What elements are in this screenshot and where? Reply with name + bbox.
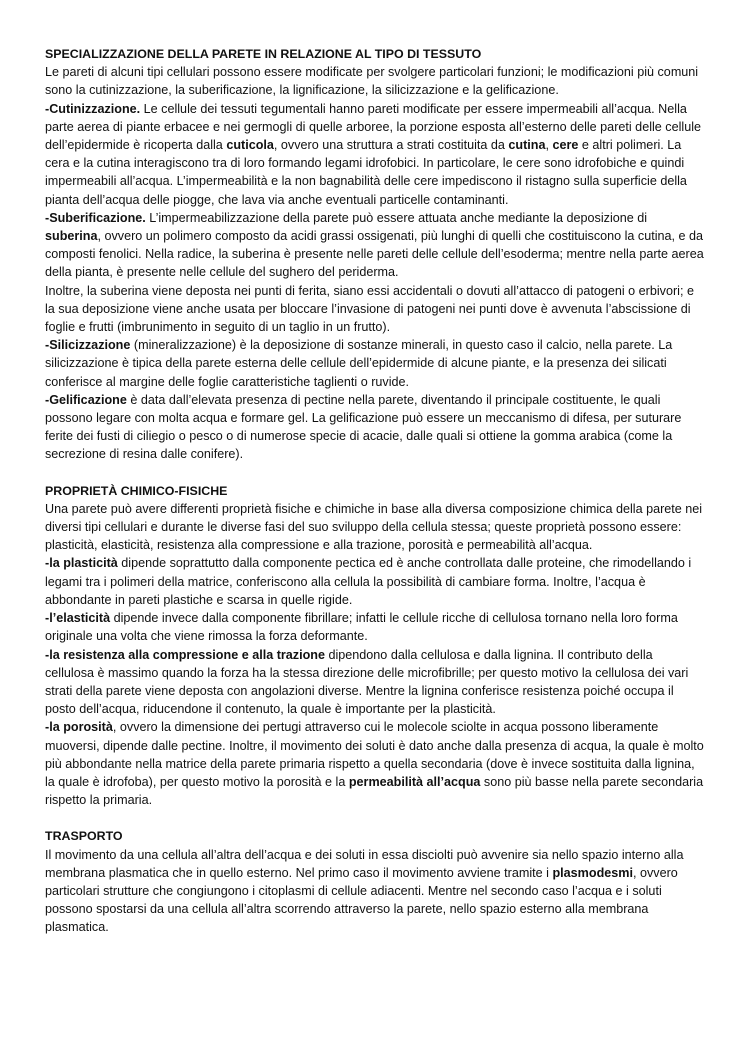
text-run: (mineralizzazione) è la deposizione di sostanze minerali, in questo caso il calcio, nella parete. La silicizzazione è tipica della parete esterna delle cellule dell’epidermide di alcune piante, e la presenza dei silicati conferisce al margine delle foglie caratteristiche taglienti o ruvide. — [45, 338, 673, 389]
bold-term: -Gelificazione — [45, 392, 127, 407]
paragraph — [45, 500, 705, 555]
bold-term: -Cutinizzazione. — [45, 101, 141, 116]
paragraph — [45, 63, 705, 99]
section-proprieta — [45, 482, 705, 810]
bold-term: plasmodesmi — [552, 865, 633, 880]
text-run: Il movimento da una cellula all’altra dell’acqua e dei soluti in essa disciolti può avvenire sia nello spazio interno alla membrana plasmatica che in quello esterno. Nel primo caso il movimento avviene tramite i — [45, 847, 684, 880]
bold-term: -la resistenza alla compressione e alla trazione — [45, 647, 325, 662]
section-heading: PROPRIETÀ CHIMICO-FISICHE — [45, 483, 228, 498]
document-page — [45, 45, 705, 955]
text-run: e altri polimeri. La cera e la cutina interagiscono tra di loro formando legami idrofobici. In particolare, le cere sono idrofobiche e quindi impermeabili all’acqua. L’impermeabilità e la non bagnabilità delle cere impediscono il ristagno sulla superficie della pianta dell’acqua delle piogge, che lava via anche eventuali particelle contaminanti. — [45, 138, 687, 207]
paragraph — [45, 646, 705, 719]
bold-term: -Silicizzazione — [45, 338, 131, 353]
text-run: dipende soprattutto dalla componente pectica ed è anche controllata dalle proteine, che rimodellando i legami tra i polimeri della matrice, conferiscono alla cellula la possibilità di cambiare forma. Inoltre, l’acqua è abbondante in pareti plastiche e scarsa in quelle rigide. — [45, 556, 692, 607]
bold-term: -la porosità — [45, 720, 113, 735]
text-run: Inoltre, la suberina viene deposta nei punti di ferita, siano essi accidentali o dovuti all’attacco di patogeni o erbivori; e la sua deposizione viene anche usata per bloccare l’invasione di patogeni nei punti dove è avvenuta l’abscissione di foglie e frutti (imbrunimento in seguito di un taglio in un frutto). — [45, 283, 694, 335]
text-run: Le pareti di alcuni tipi cellulari possono essere modificate per svolgere particolari funzioni; le modificazioni più comuni sono la cutinizzazione, la suberificazione, la lignificazione, la silicizzazione e la gelificazione. — [45, 65, 699, 98]
paragraph — [45, 609, 705, 645]
bold-term: -la plasticità — [45, 556, 118, 571]
section-body — [45, 500, 705, 809]
section-trasporto — [45, 827, 705, 936]
section-body — [45, 63, 705, 463]
text-run: sono più basse nella parete secondaria rispetto la primaria. — [45, 774, 704, 808]
paragraph — [45, 100, 705, 209]
paragraph — [45, 336, 705, 391]
paragraph — [45, 846, 705, 937]
paragraph — [45, 209, 705, 282]
bold-term: permeabilità all’acqua — [348, 774, 481, 789]
text-run: dipende invece dalla componente fibrillare; infatti le cellule ricche di cellulosa tornano nella loro forma originale una volta che viene rimossa la forza deformante. — [45, 611, 678, 644]
text-run: , ovvero particolari strutture che congiungono i citoplasmi di cellule adiacenti. Mentre nel secondo caso l’acqua e i soluti possono spostarsi da una cellula all’altra scorrendo attraverso la parete, nello spazio esterno alla membrana plasmatica. — [45, 865, 678, 935]
text-run: , ovvero una struttura a strati costituita da — [273, 138, 509, 153]
paragraph — [45, 718, 705, 809]
bold-term: cutina — [508, 138, 546, 153]
text-run: , ovvero un polimero composto da acidi grassi ossigenati, più lunghi di quelli che costituiscono la cutina, e da composti fenolici. Nella radice, la suberina è presente nelle pareti delle cellule dell’esoderma; mentre nella parte aerea della pianta, è presente nelle cellule del sughero del periderma. — [45, 229, 704, 280]
bold-term: cuticola — [226, 138, 274, 153]
text-run: Una parete può avere differenti proprietà fisiche e chimiche in base alla diversa composizione chimica della parete nei diversi tipi cellulari e durante le diverse fasi del suo sviluppo della cellula stessa; queste proprietà possono essere: plasticità, elasticità, resistenza alla compressione e alla trazione, porosità e permeabilità all’acqua. — [45, 501, 703, 553]
bold-term: -Suberificazione. — [45, 210, 146, 225]
bold-term: cere — [552, 138, 579, 153]
section-specializzazione — [45, 45, 705, 464]
paragraph — [45, 282, 705, 337]
text-run: , — [545, 138, 553, 153]
text-run: dipendono dalla cellulosa e dalla lignina. Il contributo della cellulosa è massimo quando la forza ha la stessa direzione delle microfibrille; per questo motivo la cellulosa dei vari strati della parete viene deposta con angolazioni diverse. Mentre la lignina conferisce resistenza poiché occupa il posto dell’acqua, riducendone il contenuto, la quale è importante per la plasticità. — [45, 647, 689, 717]
text-run: è data dall’elevata presenza di pectine nella parete, diventando il principale costituente, le quali possono legare con molta acqua e formare gel. La gelificazione può essere un meccanismo di difesa, per suturare ferite dei fusti di ciliegio o pesco o di numerose specie di acacie, dalle quali si ottiene la gomma arabica (come la secrezione di resina dalle conifere). — [45, 392, 682, 462]
bold-term: suberina — [45, 229, 98, 244]
text-run: Le cellule dei tessuti tegumentali hanno pareti modificate per essere impermeabili all’acqua. Nella parte aerea di piante erbacee e nei germogli di quelle arboree, la porzione esposta all’esterno delle pareti delle cellule dell’epidermide è ricoperta dalla — [45, 101, 701, 153]
paragraph — [45, 554, 705, 609]
bold-term: -l’elasticità — [45, 611, 111, 626]
section-body — [45, 846, 705, 937]
paragraph — [45, 391, 705, 464]
section-heading: SPECIALIZZAZIONE DELLA PARETE IN RELAZIONE AL TIPO DI TESSUTO — [45, 47, 482, 61]
text-run: L’impermeabilizzazione della parete può essere attuata anche mediante la deposizione di — [145, 210, 648, 225]
text-run: , ovvero la dimensione dei pertugi attraverso cui le molecole sciolte in acqua possono liberamente muoversi, dipende dalle pectine. Inoltre, il movimento dei soluti è dato anche dalla presenza di acqua, la quale è molto più abbondante nella matrice della parete primaria rispetto a quella secondaria (dove è invece sostituita dalla lignina, la quale è idrofoba), per questo motivo la porosità e la — [45, 720, 704, 789]
section-heading: TRASPORTO — [45, 829, 123, 844]
